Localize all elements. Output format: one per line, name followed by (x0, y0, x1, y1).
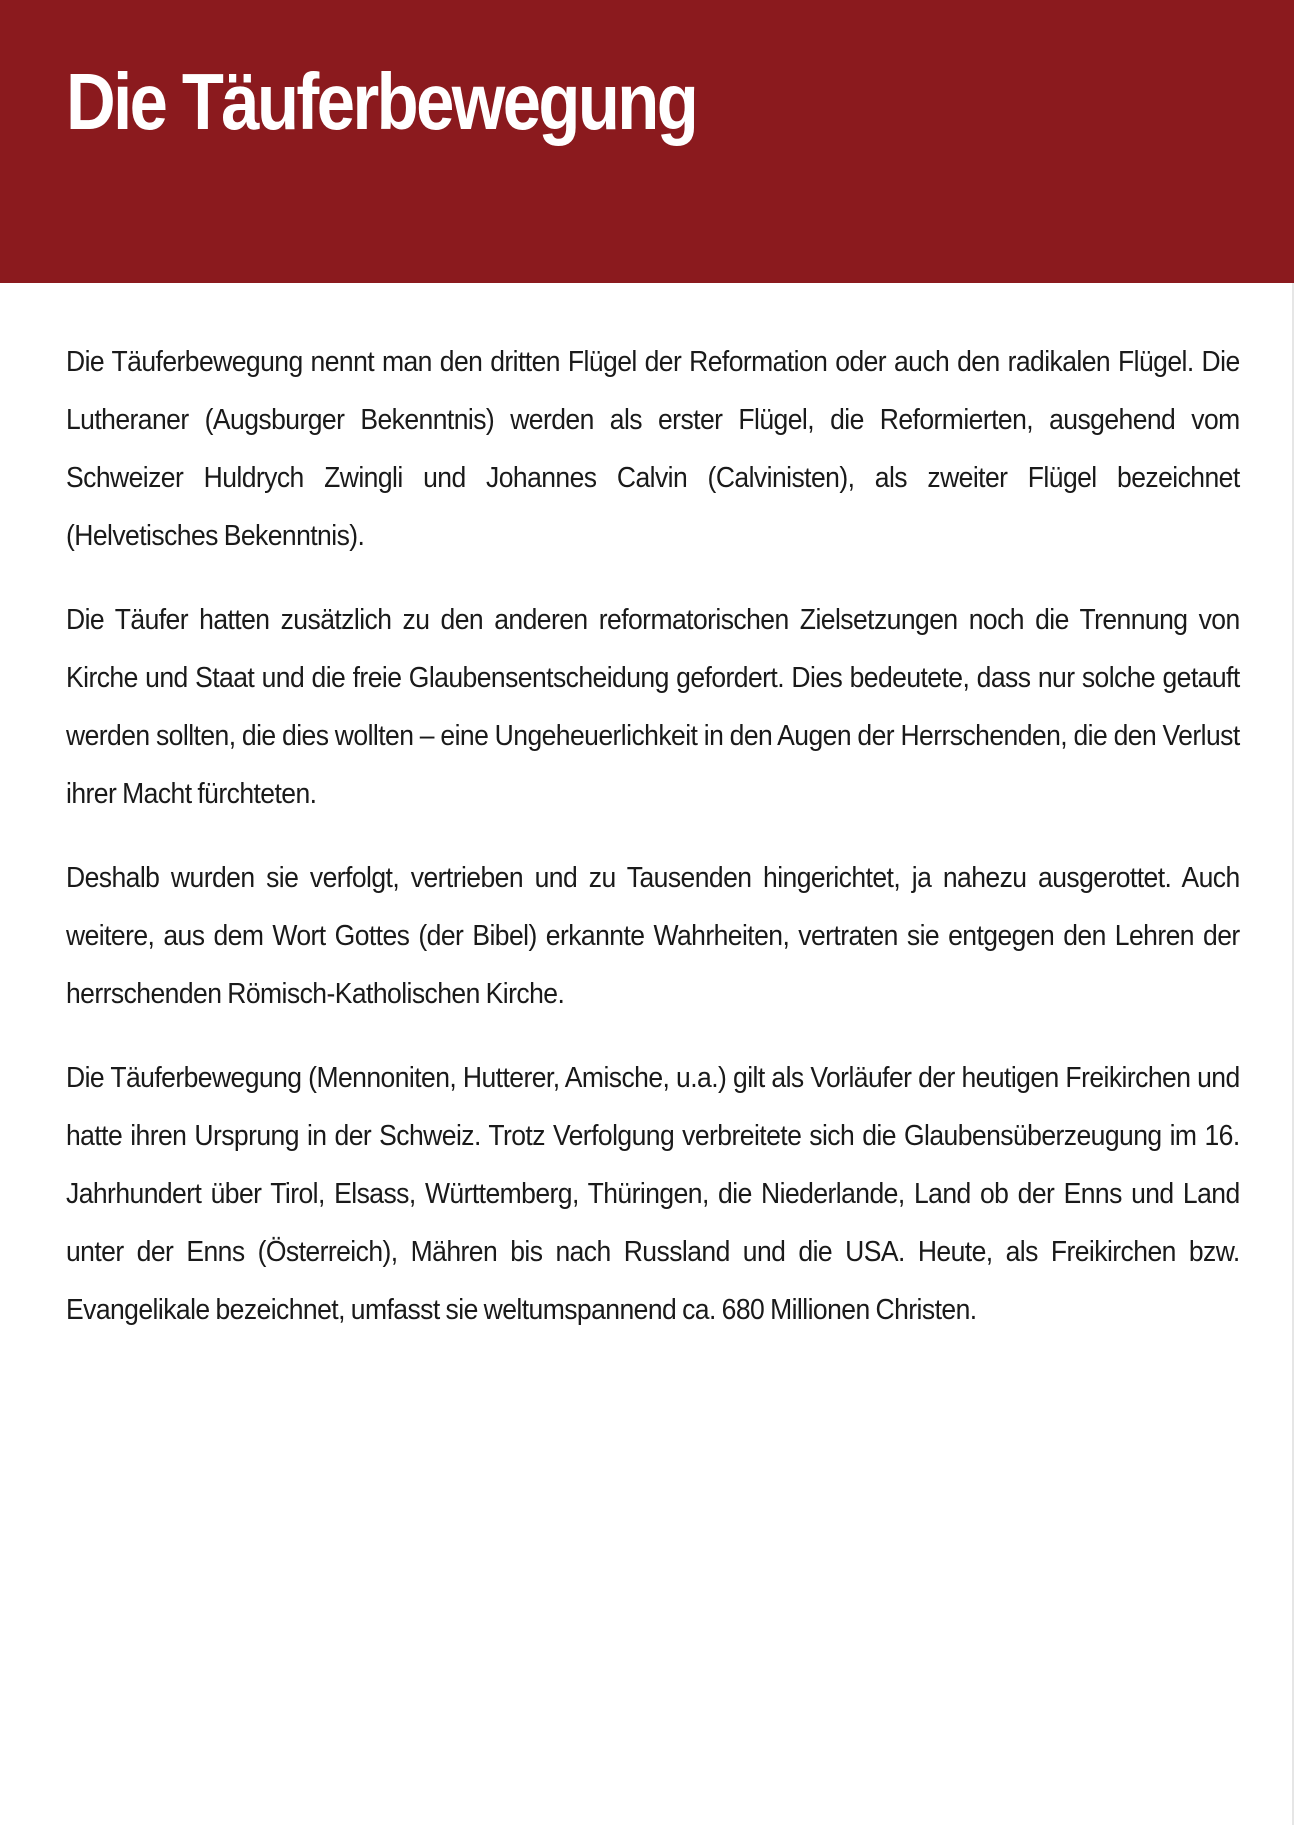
page-title: Die Täuferbewegung (66, 57, 697, 146)
paragraph-1: Die Täuferbewegung nennt man den dritten Flügel der Reformation oder auch den radikalen Flügel. Die Lutheraner (Augsburger Bekenntnis) werden als erster Flügel, die Reformierten, ausgehend vom Schweizer Huldrych Zwingli und Johannes Calvin (Calvinisten), als zweiter Flügel bezeichnet (Helvetisches Bekenntnis). (66, 346, 1240, 552)
body-text (66, 333, 1240, 1365)
paragraph-3: Deshalb wurden sie verfolgt, vertrieben und zu Tausenden hingerichtet, ja nahezu ausgerottet. Auch weitere, aus dem Wort Gottes (der Bibel) erkannte Wahrheiten, vertraten sie entgegen den Lehren der herrschenden Römisch-Katholischen Kirche. (66, 862, 1240, 1010)
paragraph-4: Die Täuferbewegung (Mennoniten, Hutterer, Amische, u.a.) gilt als Vorläufer der heutigen Freikirchen und hatte ihren Ursprung in der Schweiz. Trotz Verfolgung verbreitete sich die Glaubensüberzeugung im 16. Jahrhundert über Tirol, Elsass, Württemberg, Thüringen, die Niederlande, Land ob der Enns und Land unter der Enns (Österreich), Mähren bis nach Russland und die USA. Heute, als Freikirchen bzw. Evangelikale bezeichnet, umfasst sie weltumspannend ca. 680 Millionen Christen. (66, 1062, 1240, 1326)
title-banner (0, 0, 1294, 283)
paragraph-2: Die Täufer hatten zusätzlich zu den anderen reformatorischen Zielsetzungen noch die Trennung von Kirche und Staat und die freie Glaubensentscheidung gefordert. Dies bedeutete, dass nur solche getauft werden sollten, die dies wollten – eine Ungeheuerlichkeit in den Augen der Herrschenden, die den Verlust ihrer Macht fürchteten. (66, 604, 1240, 810)
